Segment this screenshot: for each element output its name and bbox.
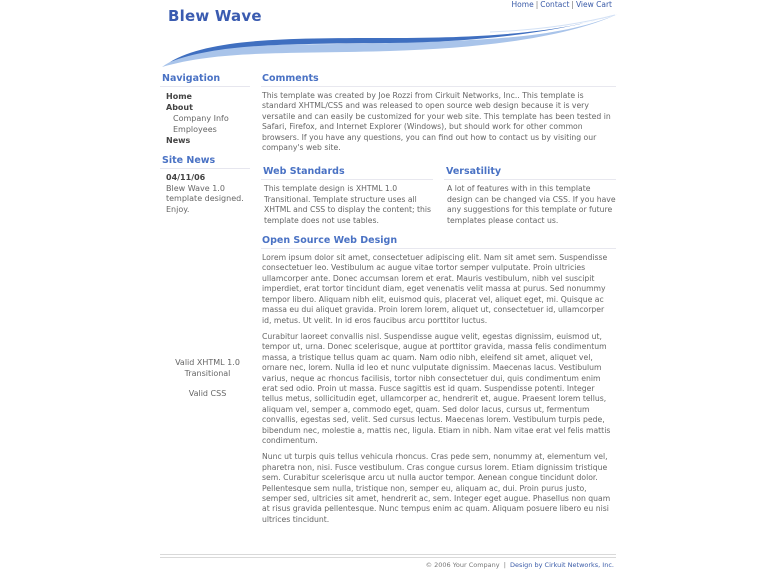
site-title[interactable]: Blew Wave (168, 7, 262, 25)
news-date: 04/11/06 (166, 173, 206, 182)
footer (426, 561, 614, 569)
paragraph: Curabitur laoreet convallis nisl. Suspendisse augue velit, egestas dignissim, euismod ut, tempor ut, urna. Donec scelerisque, augue at porttitor gravida, massa felis condimentum massa, a tristique tellus quam ac quam. Nam odio nibh, eleifend sit amet, aliquet vel, ornare nec, lorem. Nulla id leo et nunc vulputate dignissim. Maecenas lacus. Vestibulum varius, neque ac rhoncus facilisis, tortor nibh consectetuer dui, quis condimentum enim erat sed odio. Proin ut massa. Fusce sagittis est id quam. Suspendisse potenti. Integer tellus metus, sollicitudin eget, ullamcorper ac, hendrerit et, augue. Praesent lorem tellus, aliquam vel, semper a, commodo eget, quam. Sed dolor lacus, cursus ut, fermentum convallis, egestas sed, velit. Sed cursus lectus. Maecenas lorem. Vestibulum turpis pede, bibendum nec, molestie a, mattis nec, ligula. Etiam in nibh. Nam vitae erat vel felis mattis condimentum. (262, 331, 611, 445)
design-credit-link[interactable]: Design by Cirkuit Networks, Inc. (509, 561, 614, 569)
paragraph: Nunc ut turpis quis tellus vehicula rhoncus. Cras pede sem, nonummy at, elementum vel, pharetra non, nisi. Fusce vestibulum. Cras congue cursus lorem. Etiam dignissim tristique sem. Curabitur scelerisque arcu ut nulla auctor tempor. Aenean congue tincidunt dolor. Pellentesque sem nulla, tristique non, semper eu, aliquam ac, dui. Proin purus justo, semper sed, ultricies sit amet, hendrerit ac, sem. Integer eget augue. Phasellus non quam at risus gravida pellentesque. Nunc tempus enim ac quam. Aliquam posuere libero eu nisi ultrices tincidunt. (262, 452, 611, 524)
news-item (166, 173, 250, 215)
nav-item-home[interactable]: Home (166, 92, 192, 101)
navigation-heading: Navigation (160, 73, 250, 87)
copyright-text: © 2006 Your Company (425, 561, 500, 569)
separator: | (535, 0, 539, 9)
versatility-heading: Versatility (444, 166, 616, 180)
top-links (512, 0, 612, 9)
nav-item-company-info[interactable]: Company Info (173, 114, 229, 123)
separator: | (503, 561, 506, 569)
top-link-view-cart[interactable]: View Cart (575, 0, 612, 9)
comments-heading: Comments (261, 73, 616, 87)
main-content (261, 73, 616, 525)
versatility-text: A lot of features with in this template design can be changed via CSS. If you have any suggestions for this template or future templates please contact us. (447, 184, 616, 225)
versatility-section (444, 166, 616, 226)
navigation-list (166, 91, 250, 146)
valid-xhtml-link[interactable]: Valid XHTML 1.0 Transitional (175, 358, 240, 378)
news-text: Blew Wave 1.0 template designed. Enjoy. (166, 183, 244, 214)
open-source-heading: Open Source Web Design (261, 235, 616, 249)
web-standards-section (261, 166, 433, 226)
web-standards-text: This template design is XHTML 1.0 Transitional. Template structure uses all XHTML and CSS to display the content; this template does not use tables. (264, 184, 432, 225)
separator: | (571, 0, 574, 9)
nav-item-about[interactable]: About (166, 103, 193, 112)
top-link-contact[interactable]: Contact (540, 0, 570, 9)
validation-links (160, 358, 255, 400)
site-news-heading: Site News (160, 155, 250, 169)
top-link-home[interactable]: Home (511, 0, 534, 9)
comments-text: This template was created by Joe Rozzi from Cirkuit Networks, Inc.. This template is standard XHTML/CSS and was released to open source web design because it is very versatile and can easily be customized for your web site. This template has been tested in Safari, Firefox, and Internet Explorer (Windows), but should work for other common browsers. If you have any questions, you can find out how to contact us by visiting our company's web site. (262, 91, 611, 153)
web-standards-heading: Web Standards (261, 166, 433, 180)
paragraph: Lorem ipsum dolor sit amet, consectetuer adipiscing elit. Nam sit amet sem. Suspendisse consectetuer leo. Vestibulum ac augue vitae tortor semper vulputate. Proin ultricies ullamcorper ante. Donec accumsan lorem et erat. Mauris vestibulum, nibh vel suscipit imperdiet, erat tortor tincidunt diam, eget venenatis velit massa at purus. Sed nonummy tempor libero. Aliquam nibh elit, euismod quis, placerat vel, aliquet eget, mi. Quisque ac massa eu dui aliquet gravida. Proin lorem lorem, aliquet ut, consectetuer id, ullamcorper id, metus. Ut velit. In id eros faucibus arcu porttitor luctus. (262, 253, 608, 325)
nav-item-news[interactable]: News (166, 136, 191, 145)
footer-divider (160, 554, 616, 558)
valid-css-link[interactable]: Valid CSS (188, 389, 227, 398)
nav-item-employees[interactable]: Employees (173, 125, 217, 134)
sidebar (160, 73, 250, 215)
page-wrapper (160, 0, 616, 576)
feature-columns (261, 166, 616, 226)
